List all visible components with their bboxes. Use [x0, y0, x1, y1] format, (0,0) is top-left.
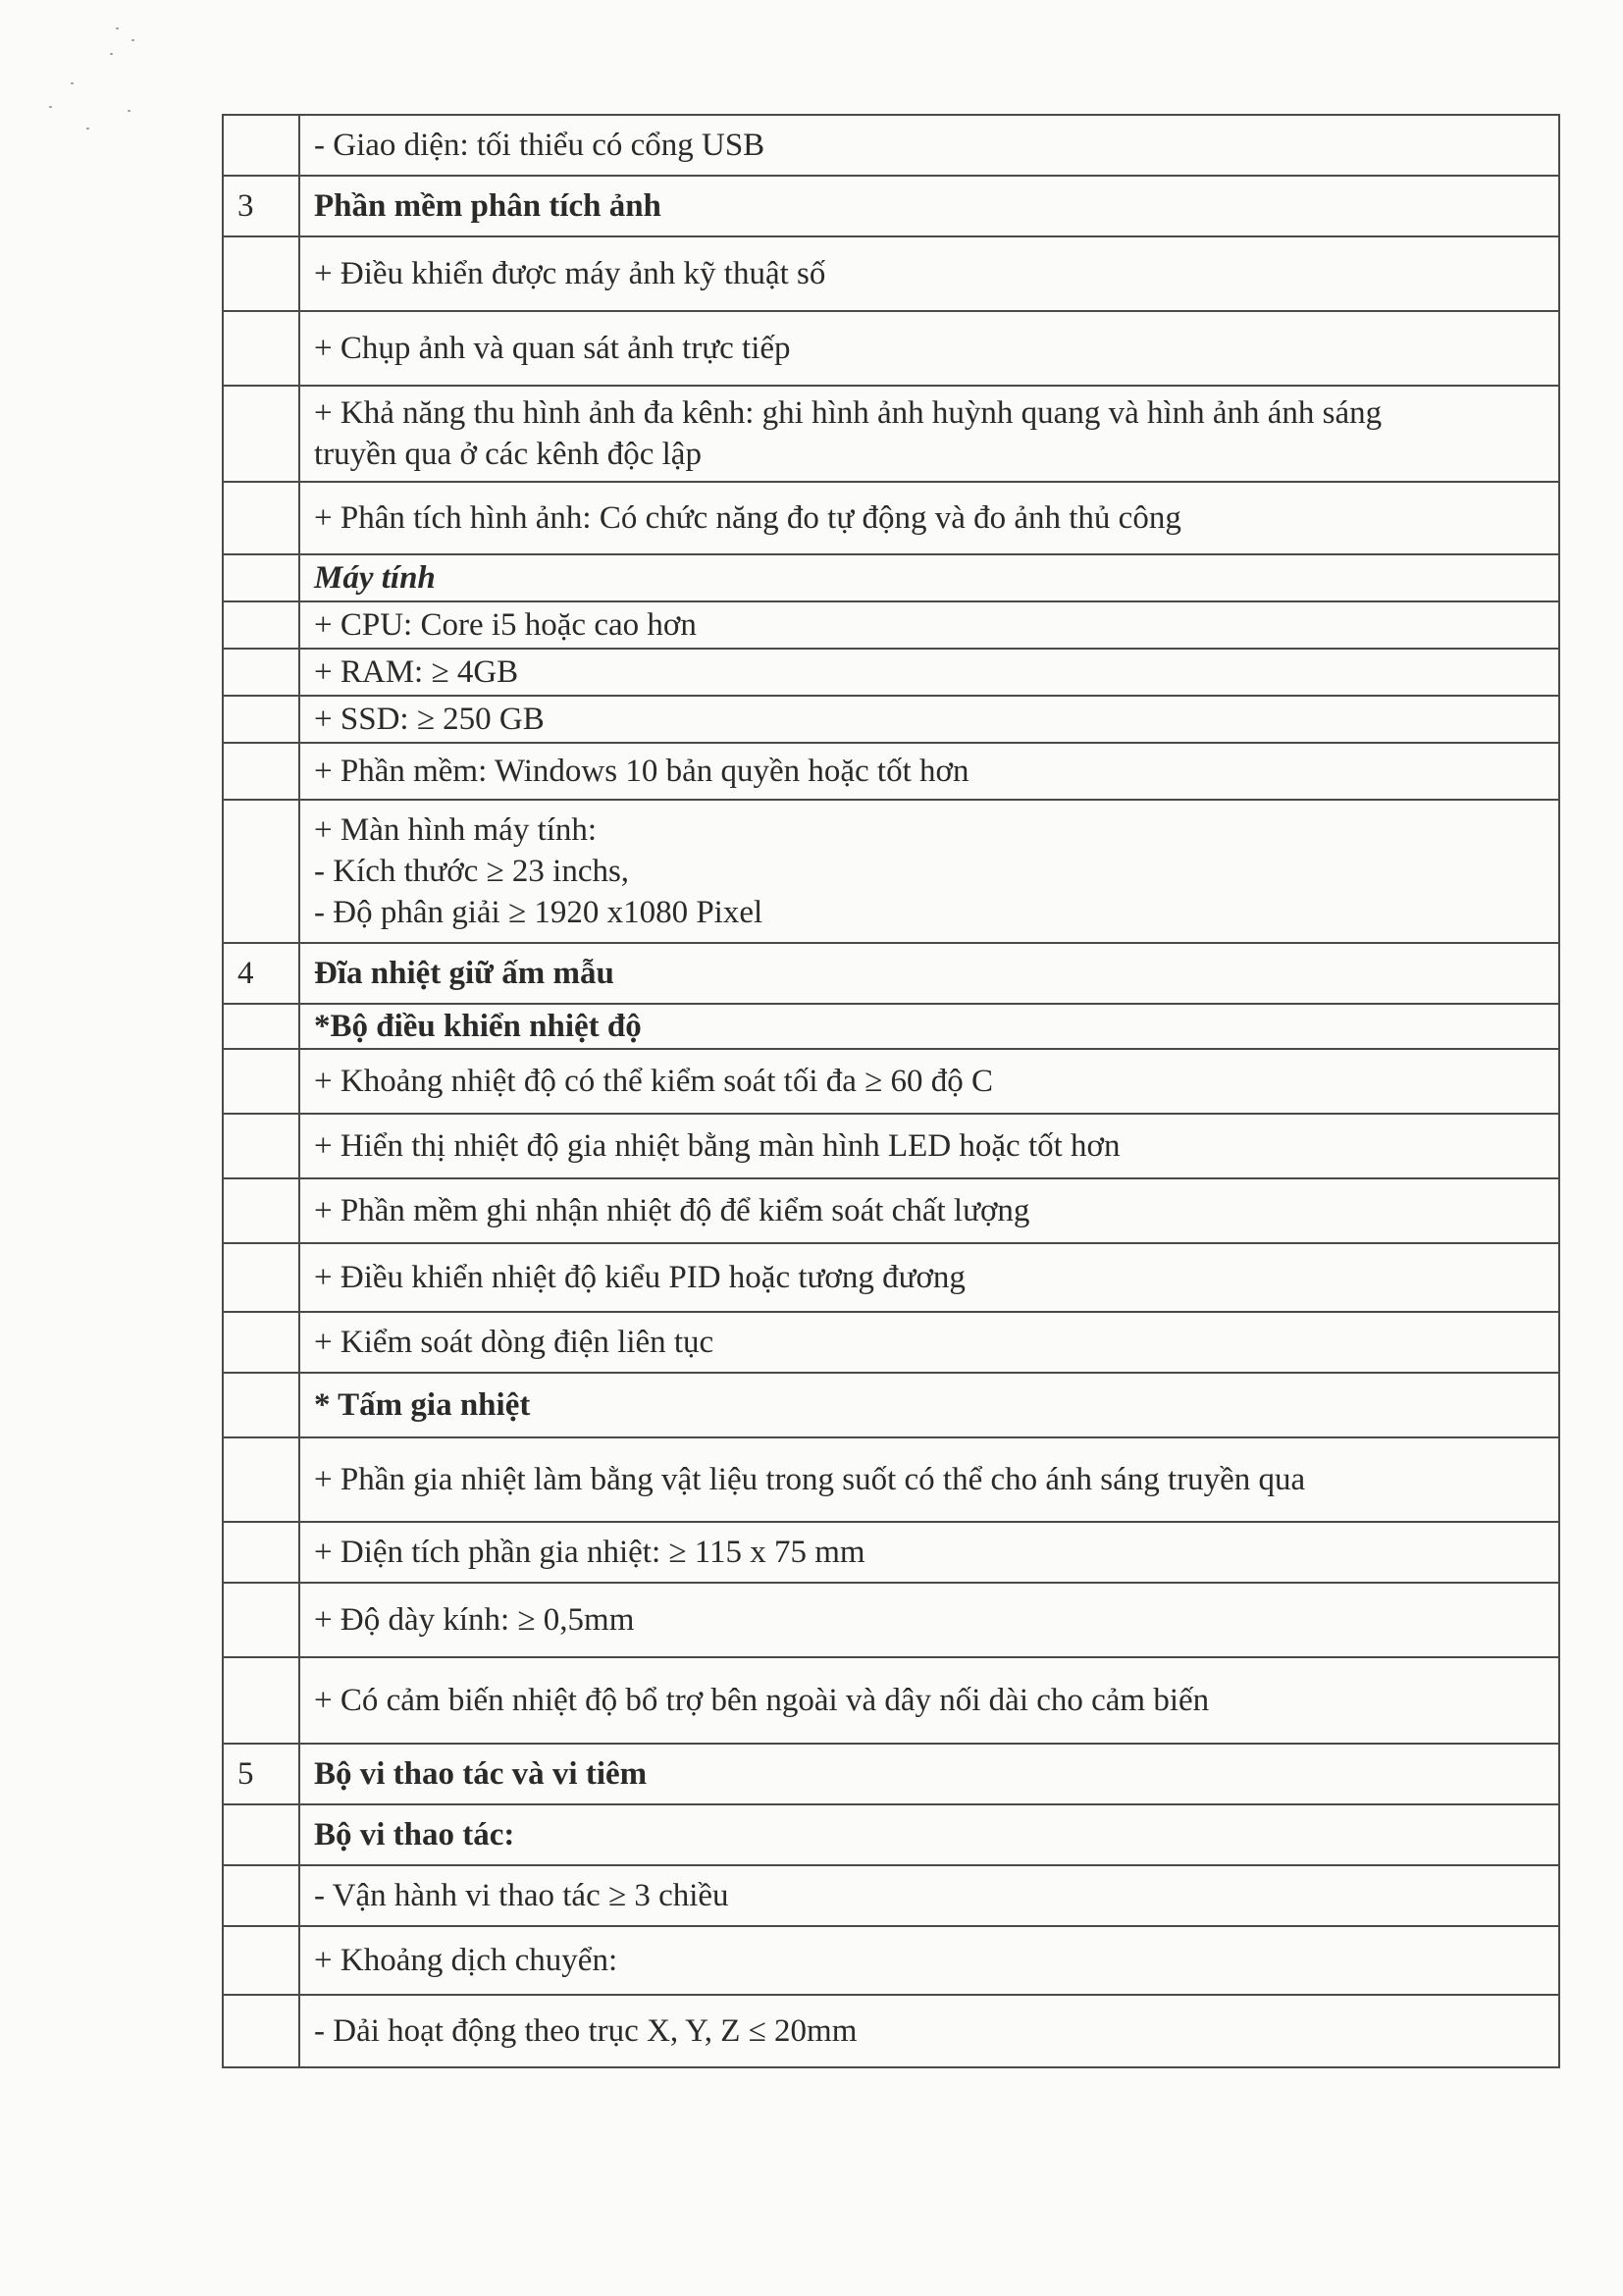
- item-number-cell: [223, 1995, 299, 2067]
- item-number-cell: [223, 1178, 299, 1243]
- table-row: [223, 1004, 1559, 1049]
- table-row: [223, 1865, 1559, 1926]
- spec-text-cell: + Phân tích hình ảnh: Có chức năng đo tự động và đo ảnh thủ công: [299, 482, 1559, 554]
- spec-text-cell: + Có cảm biến nhiệt độ bổ trợ bên ngoài và dây nối dài cho cảm biến: [299, 1657, 1559, 1744]
- item-number-cell: [223, 1657, 299, 1744]
- spec-text-cell: [299, 386, 1559, 482]
- item-number-cell: [223, 649, 299, 696]
- table-row: [223, 1114, 1559, 1178]
- spec-text-line: - Kích thước ≥ 23 inchs,: [314, 854, 630, 889]
- table-row: [223, 1049, 1559, 1114]
- item-number-cell: [223, 1312, 299, 1373]
- item-number-cell: [223, 1583, 299, 1657]
- item-number-cell: [223, 1004, 299, 1049]
- table-row: [223, 176, 1559, 236]
- table-row: [223, 1804, 1559, 1865]
- table-row: [223, 743, 1559, 800]
- spec-text-cell: [299, 800, 1559, 943]
- table-row: [223, 1926, 1559, 1995]
- table-row: [223, 1373, 1559, 1437]
- spec-text-cell: + Phần mềm: Windows 10 bản quyền hoặc tốt hơn: [299, 743, 1559, 800]
- item-number-cell: 3: [223, 176, 299, 236]
- item-number-cell: 5: [223, 1744, 299, 1804]
- table-row: [223, 943, 1559, 1004]
- table-row: [223, 1657, 1559, 1744]
- spec-text-cell: + Điều khiển nhiệt độ kiểu PID hoặc tương đương: [299, 1243, 1559, 1312]
- scan-speck: [116, 27, 119, 29]
- table-row: [223, 601, 1559, 649]
- spec-text-cell: + Khoảng dịch chuyển:: [299, 1926, 1559, 1995]
- spec-text-line: + Khả năng thu hình ảnh đa kênh: ghi hình ảnh huỳnh quang và hình ảnh ánh sáng: [314, 395, 1383, 431]
- item-number-cell: [223, 311, 299, 386]
- item-number-cell: [223, 696, 299, 743]
- item-number-cell: [223, 1522, 299, 1583]
- item-number-cell: [223, 482, 299, 554]
- spec-text-cell: + SSD: ≥ 250 GB: [299, 696, 1559, 743]
- table-row: [223, 311, 1559, 386]
- spec-text-cell: + Khoảng nhiệt độ có thể kiểm soát tối đa ≥ 60 độ C: [299, 1049, 1559, 1114]
- item-number-cell: [223, 1243, 299, 1312]
- scan-speck: [131, 39, 134, 41]
- scan-speck: [71, 82, 74, 84]
- table-row: [223, 236, 1559, 311]
- scan-speck: [49, 106, 52, 108]
- spec-text-cell: + Điều khiển được máy ảnh kỹ thuật số: [299, 236, 1559, 311]
- table-row: [223, 1522, 1559, 1583]
- spec-text-cell: + Diện tích phần gia nhiệt: ≥ 115 x 75 mm: [299, 1522, 1559, 1583]
- table-row: [223, 1312, 1559, 1373]
- spec-text-line: truyền qua ở các kênh độc lập: [314, 437, 702, 472]
- specification-table-body: [223, 115, 1559, 2067]
- spec-text-cell: Bộ vi thao tác và vi tiêm: [299, 1744, 1559, 1804]
- item-number-cell: [223, 1373, 299, 1437]
- table-row: [223, 696, 1559, 743]
- item-number-cell: [223, 1437, 299, 1522]
- spec-text-cell: + Phần gia nhiệt làm bằng vật liệu trong suốt có thể cho ánh sáng truyền qua: [299, 1437, 1559, 1522]
- spec-text-cell: Phần mềm phân tích ảnh: [299, 176, 1559, 236]
- spec-text-cell: + Phần mềm ghi nhận nhiệt độ để kiểm soát chất lượng: [299, 1178, 1559, 1243]
- table-row: [223, 1437, 1559, 1522]
- scan-speck: [128, 110, 131, 112]
- spec-text-cell: Đĩa nhiệt giữ ấm mẫu: [299, 943, 1559, 1004]
- item-number-cell: [223, 1114, 299, 1178]
- scan-speck: [110, 53, 113, 55]
- spec-text-cell: Máy tính: [299, 554, 1559, 601]
- item-number-cell: [223, 1926, 299, 1995]
- item-number-cell: [223, 236, 299, 311]
- table-row: [223, 482, 1559, 554]
- item-number-cell: [223, 743, 299, 800]
- item-number-cell: [223, 601, 299, 649]
- item-number-cell: [223, 386, 299, 482]
- spec-text-cell: - Dải hoạt động theo trục X, Y, Z ≤ 20mm: [299, 1995, 1559, 2067]
- spec-text-cell: + Kiểm soát dòng điện liên tục: [299, 1312, 1559, 1373]
- spec-text-cell: + RAM: ≥ 4GB: [299, 649, 1559, 696]
- spec-text-line: - Độ phân giải ≥ 1920 x1080 Pixel: [314, 895, 763, 930]
- table-row: [223, 1995, 1559, 2067]
- item-number-cell: [223, 554, 299, 601]
- spec-text-cell: + Độ dày kính: ≥ 0,5mm: [299, 1583, 1559, 1657]
- item-number-cell: [223, 1049, 299, 1114]
- spec-text-cell: *Bộ điều khiển nhiệt độ: [299, 1004, 1559, 1049]
- item-number-cell: [223, 1804, 299, 1865]
- table-row: [223, 1583, 1559, 1657]
- item-number-cell: [223, 800, 299, 943]
- table-row: [223, 1243, 1559, 1312]
- spec-text-cell: Bộ vi thao tác:: [299, 1804, 1559, 1865]
- item-number-cell: [223, 115, 299, 176]
- spec-text-cell: * Tấm gia nhiệt: [299, 1373, 1559, 1437]
- table-row: [223, 1178, 1559, 1243]
- spec-text-cell: + Hiển thị nhiệt độ gia nhiệt bằng màn hình LED hoặc tốt hơn: [299, 1114, 1559, 1178]
- specification-table: [222, 114, 1560, 2068]
- table-row: [223, 800, 1559, 943]
- spec-text-line: + Màn hình máy tính:: [314, 812, 598, 848]
- table-row: [223, 554, 1559, 601]
- table-row: [223, 115, 1559, 176]
- item-number-cell: [223, 1865, 299, 1926]
- scan-speck: [86, 128, 89, 130]
- spec-text-cell: + CPU: Core i5 hoặc cao hơn: [299, 601, 1559, 649]
- spec-text-cell: - Giao diện: tối thiểu có cổng USB: [299, 115, 1559, 176]
- item-number-cell: 4: [223, 943, 299, 1004]
- spec-text-cell: + Chụp ảnh và quan sát ảnh trực tiếp: [299, 311, 1559, 386]
- spec-text-cell: - Vận hành vi thao tác ≥ 3 chiều: [299, 1865, 1559, 1926]
- table-row: [223, 1744, 1559, 1804]
- table-row: [223, 649, 1559, 696]
- table-row: [223, 386, 1559, 482]
